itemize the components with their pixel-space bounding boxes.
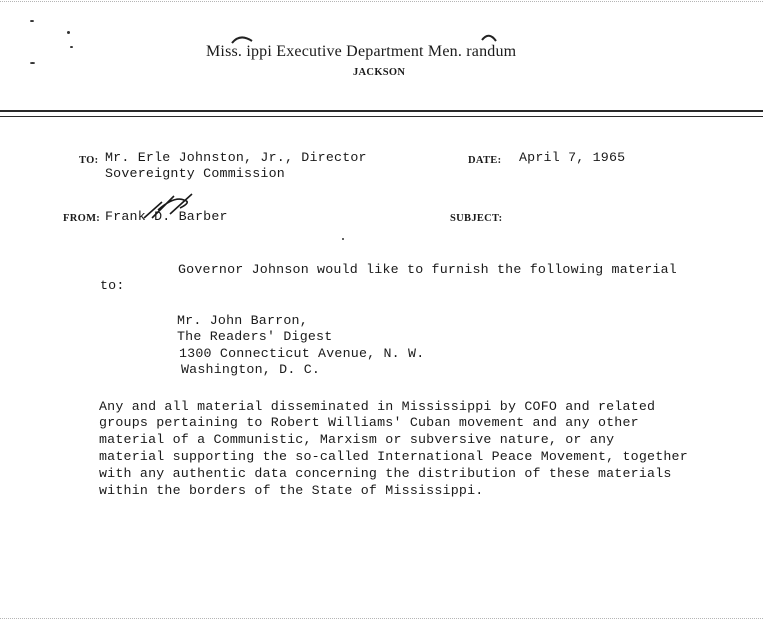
body-line: with any authentic data concerning the distribution of these materials xyxy=(99,466,672,481)
body-line: groups pertaining to Robert Williams' Cuban movement and any other xyxy=(99,415,639,430)
to-label: TO: xyxy=(79,155,99,166)
to-line-2: Sovereignty Commission xyxy=(105,166,285,181)
title-ink-mark-icon xyxy=(480,30,500,44)
body-line: within the borders of the State of Mississippi. xyxy=(99,483,484,498)
intro-line-1: Governor Johnson would like to furnish the following material xyxy=(178,262,677,277)
body-line: material of a Communistic, Marxism or subversive nature, or any xyxy=(99,432,615,447)
address-line: Mr. John Barron, xyxy=(177,313,308,328)
memo-city: JACKSON xyxy=(353,67,406,78)
to-line-1: Mr. Erle Johnston, Jr., Director xyxy=(105,150,367,165)
scan-speck xyxy=(70,46,73,48)
scan-speck xyxy=(30,62,35,64)
scan-speck xyxy=(30,20,34,22)
intro-line-2: to: xyxy=(100,278,125,293)
subject-label: SUBJECT: xyxy=(450,213,503,224)
header-rule-bottom xyxy=(0,116,763,117)
handwritten-initials-icon xyxy=(140,190,200,224)
address-line: The Readers' Digest xyxy=(177,329,333,344)
scan-speck xyxy=(67,31,70,34)
date-label: DATE: xyxy=(468,155,502,166)
top-scan-edge xyxy=(0,1,763,2)
header-rule-top xyxy=(0,110,763,112)
title-ink-mark-icon xyxy=(230,33,256,45)
date-value: April 7, 1965 xyxy=(519,150,626,165)
address-line: Washington, D. C. xyxy=(181,362,321,377)
scan-speck xyxy=(342,238,344,240)
memo-title: Miss. ippi Executive Department Men. randum xyxy=(206,43,517,60)
from-value: Frank D. Barber xyxy=(105,209,228,224)
body-line: material supporting the so-called International Peace Movement, together xyxy=(99,449,688,464)
from-label: FROM: xyxy=(63,213,101,224)
body-line: Any and all material disseminated in Mississippi by COFO and related xyxy=(99,399,656,414)
address-line: 1300 Connecticut Avenue, N. W. xyxy=(179,346,425,361)
bottom-scan-edge xyxy=(0,618,763,619)
